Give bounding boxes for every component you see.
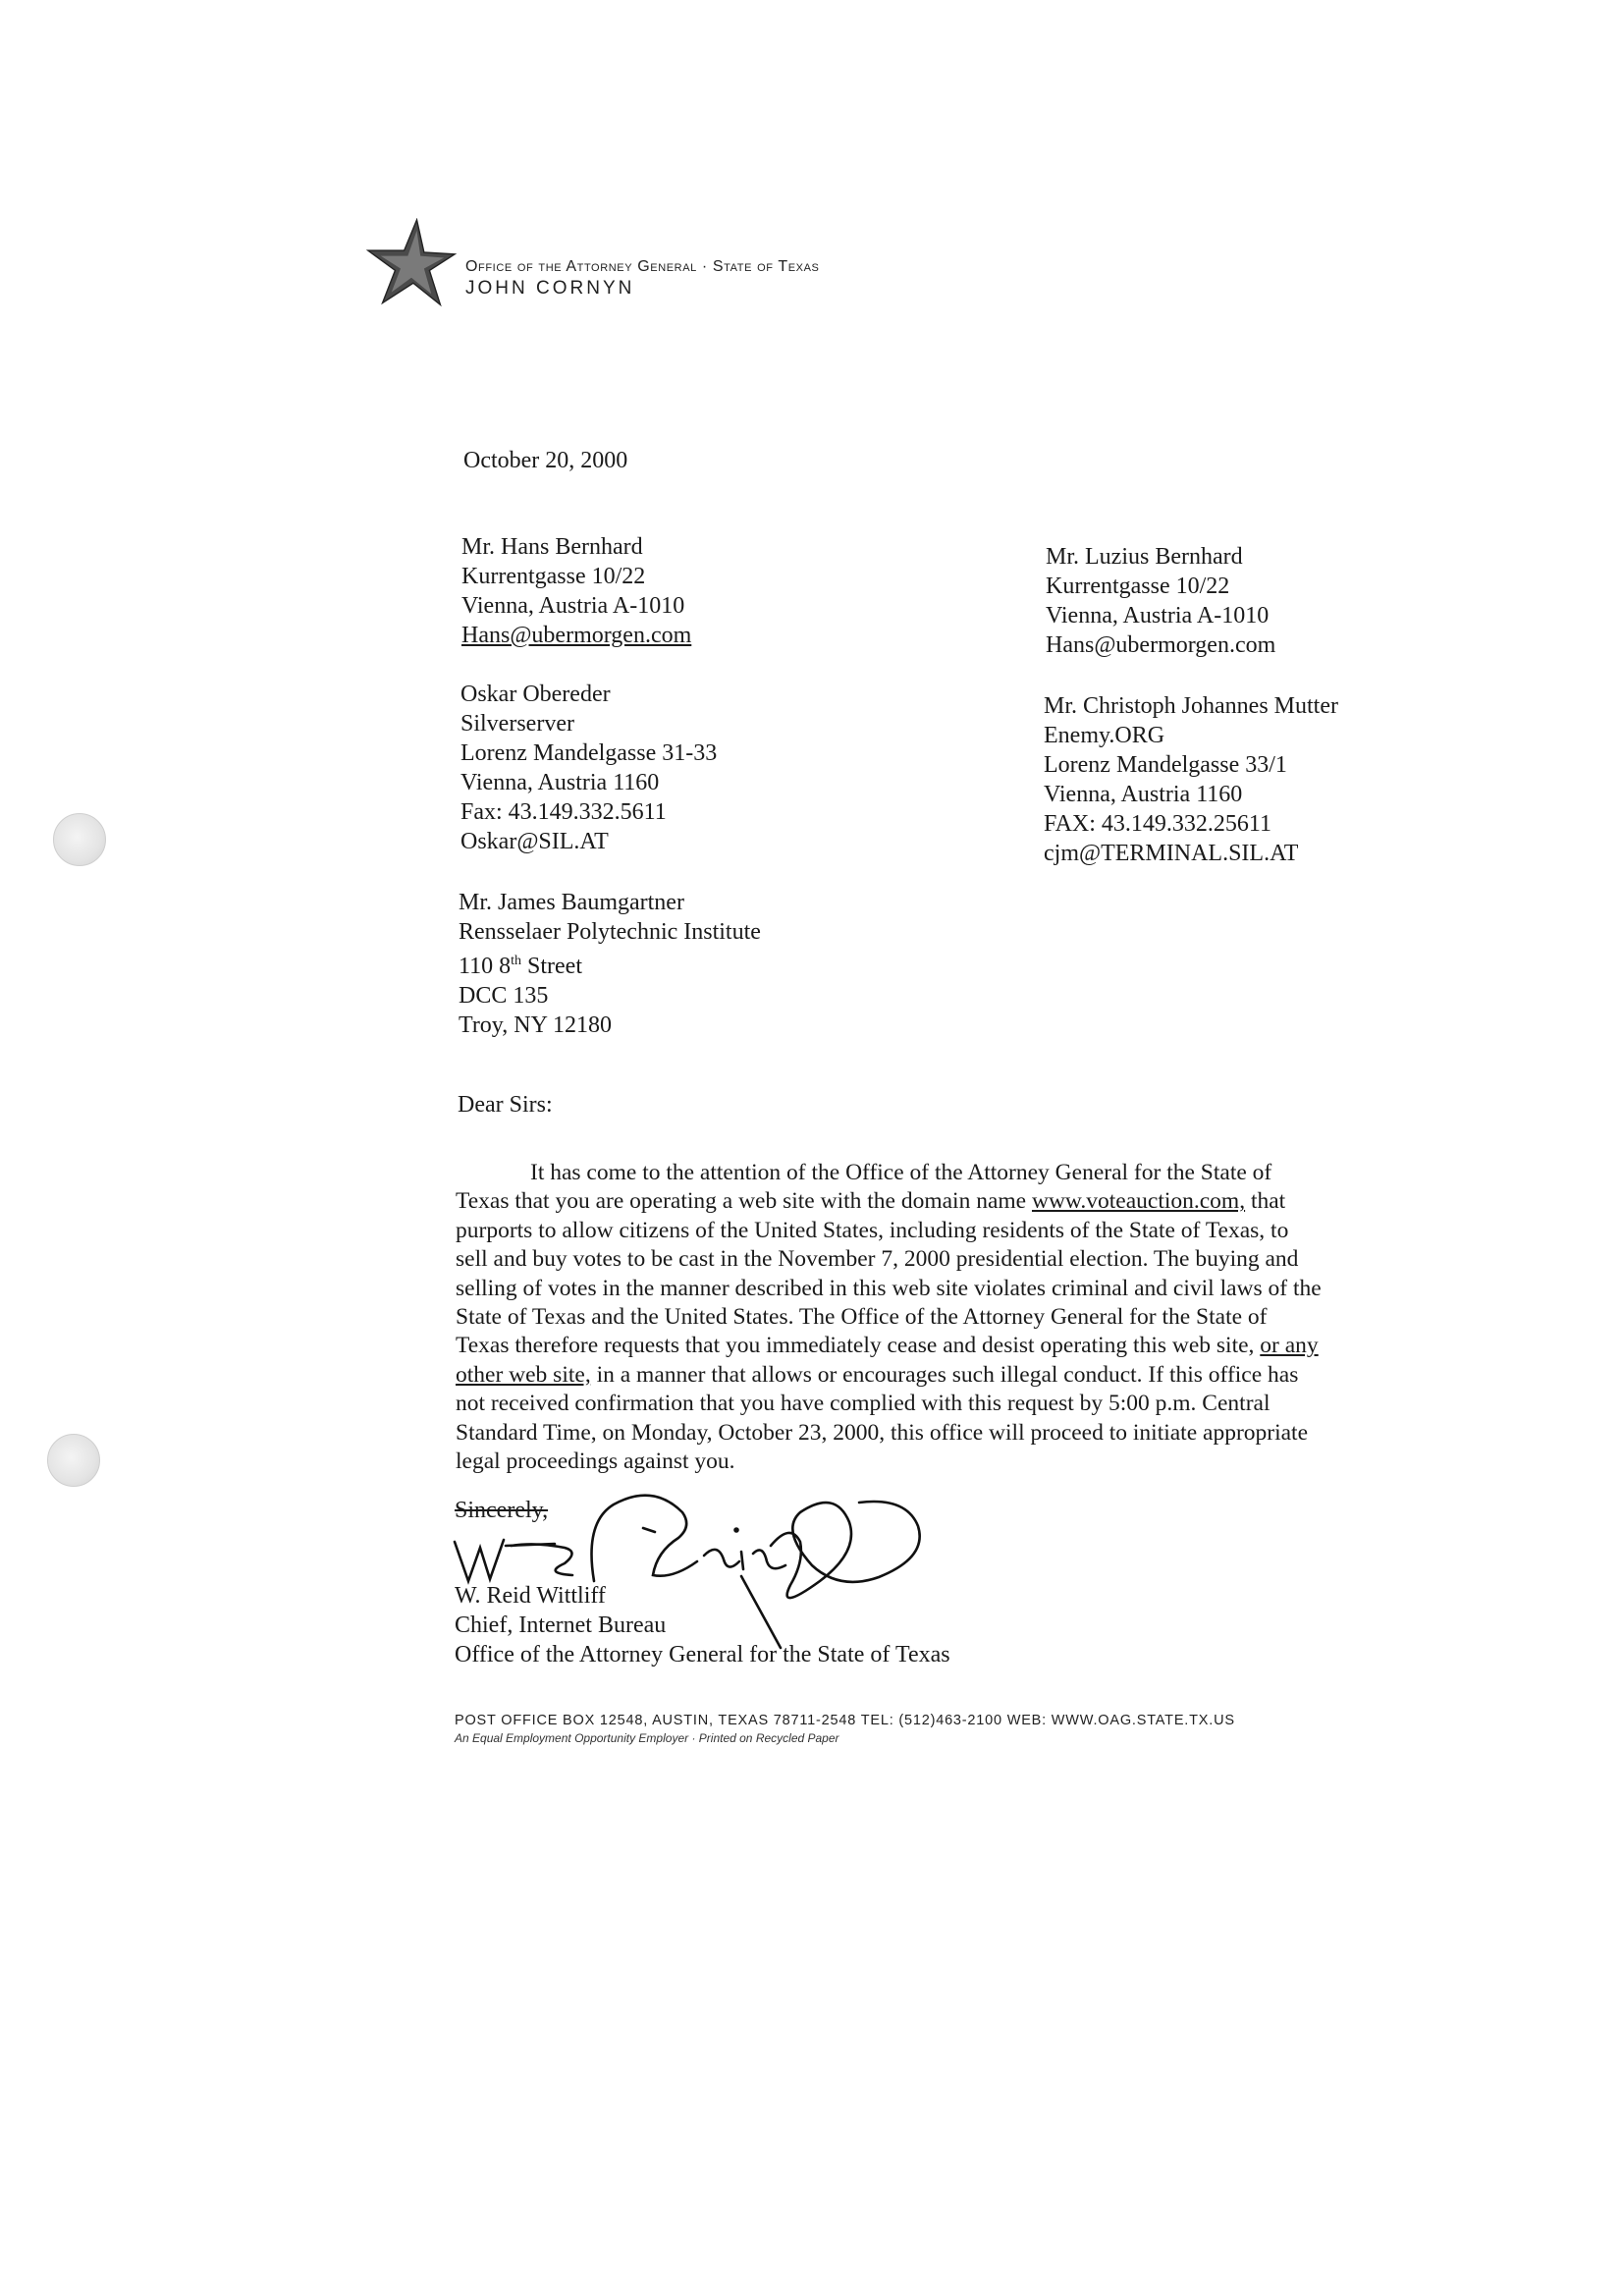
recipient-hans-bernhard [461, 532, 691, 650]
signer-title: Chief, Internet Bureau [455, 1613, 667, 1638]
address-line: Mr. Luzius Bernhard [1046, 544, 1243, 570]
address-line: Mr. Hans Bernhard [461, 534, 643, 560]
body-line: other web site, in a manner that allows or encourages such illegal conduct. If this office has [456, 1361, 1299, 1388]
address-line: Hans@ubermorgen.com [1046, 632, 1276, 658]
body-line: not received confirmation that you have complied with this request by 5:00 p.m. Central [456, 1391, 1271, 1417]
texas-star-logo [365, 218, 458, 308]
address-line: Silverserver [460, 711, 574, 737]
voteauction-link[interactable]: www.voteauction.com, [1031, 1188, 1246, 1215]
address-line: Lorenz Mandelgasse 33/1 [1044, 752, 1287, 778]
address-line: Oskar@SIL.AT [460, 829, 609, 854]
body-line: sell and buy votes to be cast in the November 7, 2000 presidential election. The buying and [456, 1246, 1299, 1273]
address-line: cjm@TERMINAL.SIL.AT [1044, 841, 1299, 866]
address-line: DCC 135 [459, 983, 549, 1009]
body-line: purports to allow citizens of the United States, including residents of the State of Texas, to [456, 1217, 1289, 1243]
signature-block [455, 1581, 950, 1669]
email-link[interactable]: Hans@ubermorgen.com [461, 623, 692, 648]
recipient-luzius-bernhard [1046, 542, 1275, 660]
punch-hole-top [53, 813, 106, 866]
address-line: Vienna, Austria 1160 [460, 770, 660, 795]
address-line: Vienna, Austria 1160 [1044, 782, 1243, 807]
footer-address: POST OFFICE BOX 12548, AUSTIN, TEXAS 78711-2548 TEL: (512)463-2100 WEB: WWW.OAG.STATE.TX.US [455, 1713, 1235, 1728]
address-line: FAX: 43.149.332.25611 [1044, 811, 1272, 837]
address-line: Kurrentgasse 10/22 [1046, 574, 1230, 599]
closing: Sincerely, [455, 1498, 549, 1523]
address-line: Mr. Christoph Johannes Mutter [1044, 693, 1338, 719]
letter-date: October 20, 2000 [463, 448, 628, 473]
address-line: Vienna, Austria A-1010 [461, 593, 685, 619]
address-line: Troy, NY 12180 [459, 1012, 613, 1038]
address-line: Enemy.ORG [1044, 723, 1165, 748]
body-line: selling of votes in the manner described in this web site violates criminal and civil laws of the [456, 1275, 1322, 1301]
body-line: Texas that you are operating a web site with the domain name www.voteauction.com, that [456, 1188, 1286, 1215]
address-line: Lorenz Mandelgasse 31-33 [460, 740, 718, 766]
recipient-oskar-obereder [460, 680, 717, 856]
recipient-james-baumgartner [459, 888, 761, 1040]
address-line: Oskar Obereder [460, 682, 611, 707]
body-line: Texas therefore requests that you immediately cease and desist operating this web site, or any [456, 1333, 1319, 1359]
footer-tagline: An Equal Employment Opportunity Employer · Printed on Recycled Paper [455, 1731, 839, 1745]
body-line: legal proceedings against you. [456, 1449, 735, 1475]
address-line: Vienna, Austria A-1010 [1046, 603, 1270, 629]
letter-body [456, 1159, 1379, 1476]
address-line: Kurrentgasse 10/22 [461, 564, 646, 589]
signer-name: W. Reid Wittliff [455, 1583, 606, 1609]
address-line: 110 8th Street [459, 954, 582, 979]
signer-org: Office of the Attorney General for the State of Texas [455, 1642, 950, 1667]
address-line: Fax: 43.149.332.5611 [460, 799, 667, 825]
body-line: State of Texas and the United States. The Office of the Attorney General for the State of [456, 1304, 1268, 1331]
body-line: Standard Time, on Monday, October 23, 2000, this office will proceed to initiate appropriate [456, 1419, 1309, 1446]
address-line: Rensselaer Polytechnic Institute [459, 919, 761, 945]
letterhead-name: JOHN CORNYN [465, 278, 635, 299]
letterhead-office: Office of the Attorney General · State of Texas [465, 258, 820, 275]
body-line: It has come to the attention of the Office of the Attorney General for the State of [530, 1160, 1272, 1185]
recipient-christoph-mutter [1044, 691, 1338, 868]
salutation: Dear Sirs: [458, 1092, 553, 1118]
punch-hole-bottom [47, 1434, 100, 1487]
address-line: Mr. James Baumgartner [459, 890, 684, 915]
